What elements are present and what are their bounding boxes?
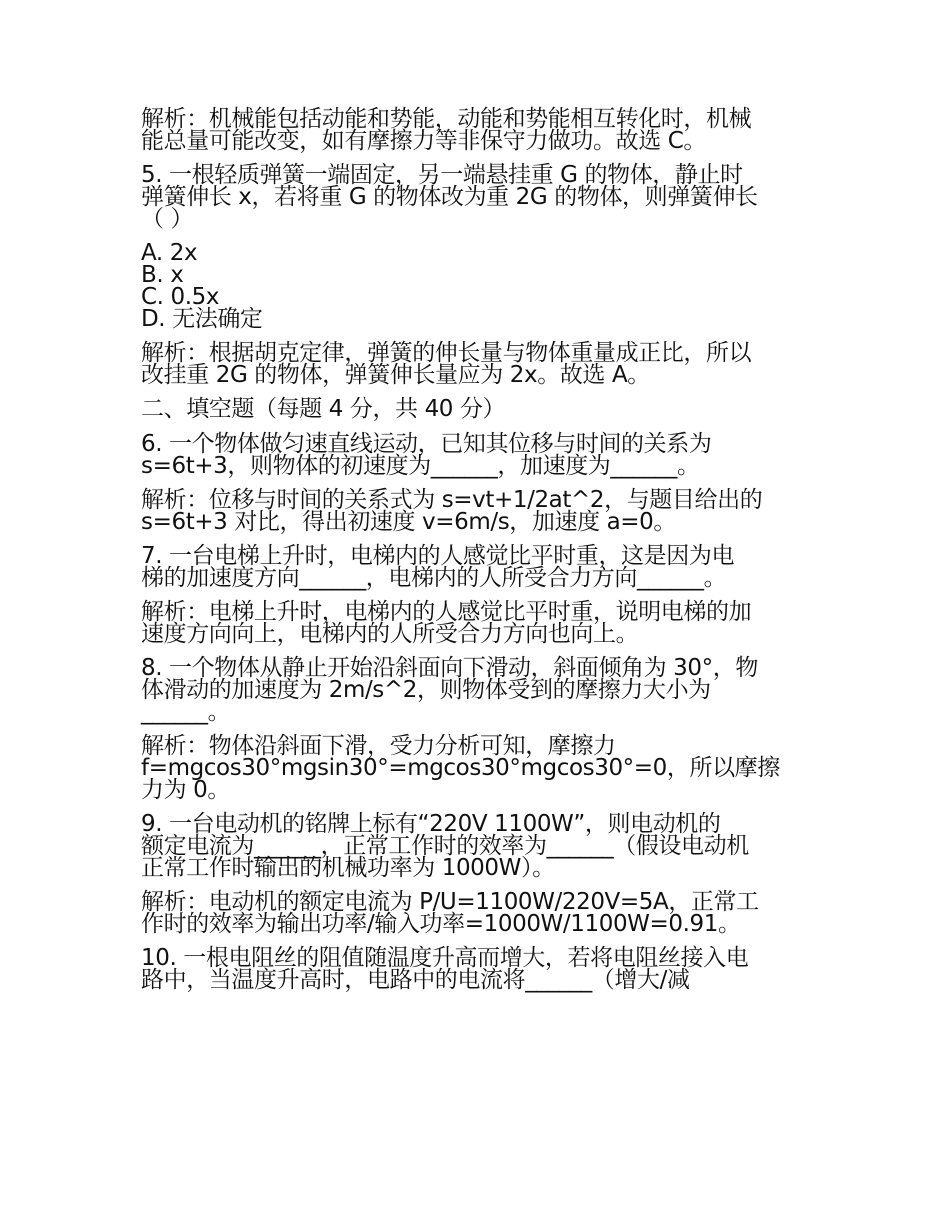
question-paragraph (141, 947, 820, 991)
option-item: D. 无法确定 (141, 306, 263, 332)
section-heading (141, 398, 820, 420)
text-line: 解析：电动机的额定电流为 P/U=1100W/220V=5A，正常工 (141, 889, 759, 915)
question-paragraph (141, 657, 820, 723)
text-line: 解析：根据胡克定律，弹簧的伸长量与物体重量成正比，所以 (141, 340, 752, 366)
text-line: s=6t+3，则物体的初速度为______，加速度为______。 (141, 453, 700, 479)
text-line: f=mgcos30°mgsin30°=mgcos30°mgcos30°=0，所以摩擦 (141, 755, 780, 781)
text-line: s=6t+3 对比，得出初速度 v=6m/s，加速度 a=0。 (141, 509, 676, 535)
text-line: （ ） (141, 206, 194, 232)
text-line: 解析：电梯上升时，电梯内的人感觉比平时重，说明电梯的加 (141, 599, 752, 625)
option-item: A. 2x (141, 240, 198, 266)
analysis-paragraph (141, 108, 820, 152)
text-line: 7. 一台电梯上升时，电梯内的人感觉比平时重，这是因为电 (141, 543, 735, 569)
text-line: 6. 一个物体做匀速直线运动，已知其位移与时间的关系为 (141, 431, 712, 457)
text-line: 能总量可能改变，如有摩擦力等非保守力做功。故选 C。 (141, 128, 706, 154)
text-line: 路中，当温度升高时，电路中的电流将______（增大/减 (141, 967, 690, 993)
text-line: 5. 一根轻质弹簧一端固定，另一端悬挂重 G 的物体，静止时 (141, 162, 743, 188)
question-paragraph (141, 433, 820, 477)
text-line: 额定电流为______，正常工作时的效率为______（假设电动机 (141, 833, 749, 859)
text-line: 解析：物体沿斜面下滑，受力分析可知，摩擦力 (141, 733, 616, 759)
analysis-paragraph (141, 735, 820, 801)
question-paragraph (141, 813, 820, 879)
text-line: 8. 一个物体从静止开始沿斜面向下滑动，斜面倾角为 30°，物 (141, 655, 758, 681)
option-item: C. 0.5x (141, 284, 220, 310)
text-line: 梯的加速度方向______，电梯内的人所受合力方向______。 (141, 565, 727, 591)
text-line: 作时的效率为输出功率/输入功率=1000W/1100W=0.91。 (141, 911, 741, 937)
text-line: 9. 一台电动机的铭牌上标有“220V 1100W”，则电动机的 (141, 811, 721, 837)
analysis-paragraph (141, 891, 820, 935)
text-line: 10. 一根电阻丝的阻值随温度升高而增大，若将电阻丝接入电 (141, 945, 749, 971)
analysis-paragraph (141, 601, 820, 645)
text-line: 弹簧伸长 x，若将重 G 的物体改为重 2G 的物体，则弹簧伸长 (141, 184, 758, 210)
text-line: 力为 0。 (141, 777, 230, 803)
text-line: ______。 (141, 699, 231, 725)
text-line: 体滑动的加速度为 2m/s^2，则物体受到的摩擦力大小为 (141, 677, 711, 703)
text-line: 解析：位移与时间的关系式为 s=vt+1/2at^2，与题目给出的 (141, 487, 763, 513)
analysis-paragraph (141, 342, 820, 386)
text-line: 改挂重 2G 的物体，弹簧伸长量应为 2x。故选 A。 (141, 362, 650, 388)
text-line: 解析：机械能包括动能和势能，动能和势能相互转化时，机械 (141, 106, 752, 132)
option-item: B. x (141, 262, 184, 288)
answer-options (141, 242, 820, 330)
question-paragraph (141, 164, 820, 230)
text-line: 二、填空题（每题 4 分，共 40 分） (141, 396, 506, 422)
question-paragraph (141, 545, 820, 589)
text-line: 速度方向向上，电梯内的人所受合力方向也向上。 (141, 621, 639, 647)
text-line: 正常工作时输出的机械功率为 1000W）。 (141, 855, 555, 881)
analysis-paragraph (141, 489, 820, 533)
